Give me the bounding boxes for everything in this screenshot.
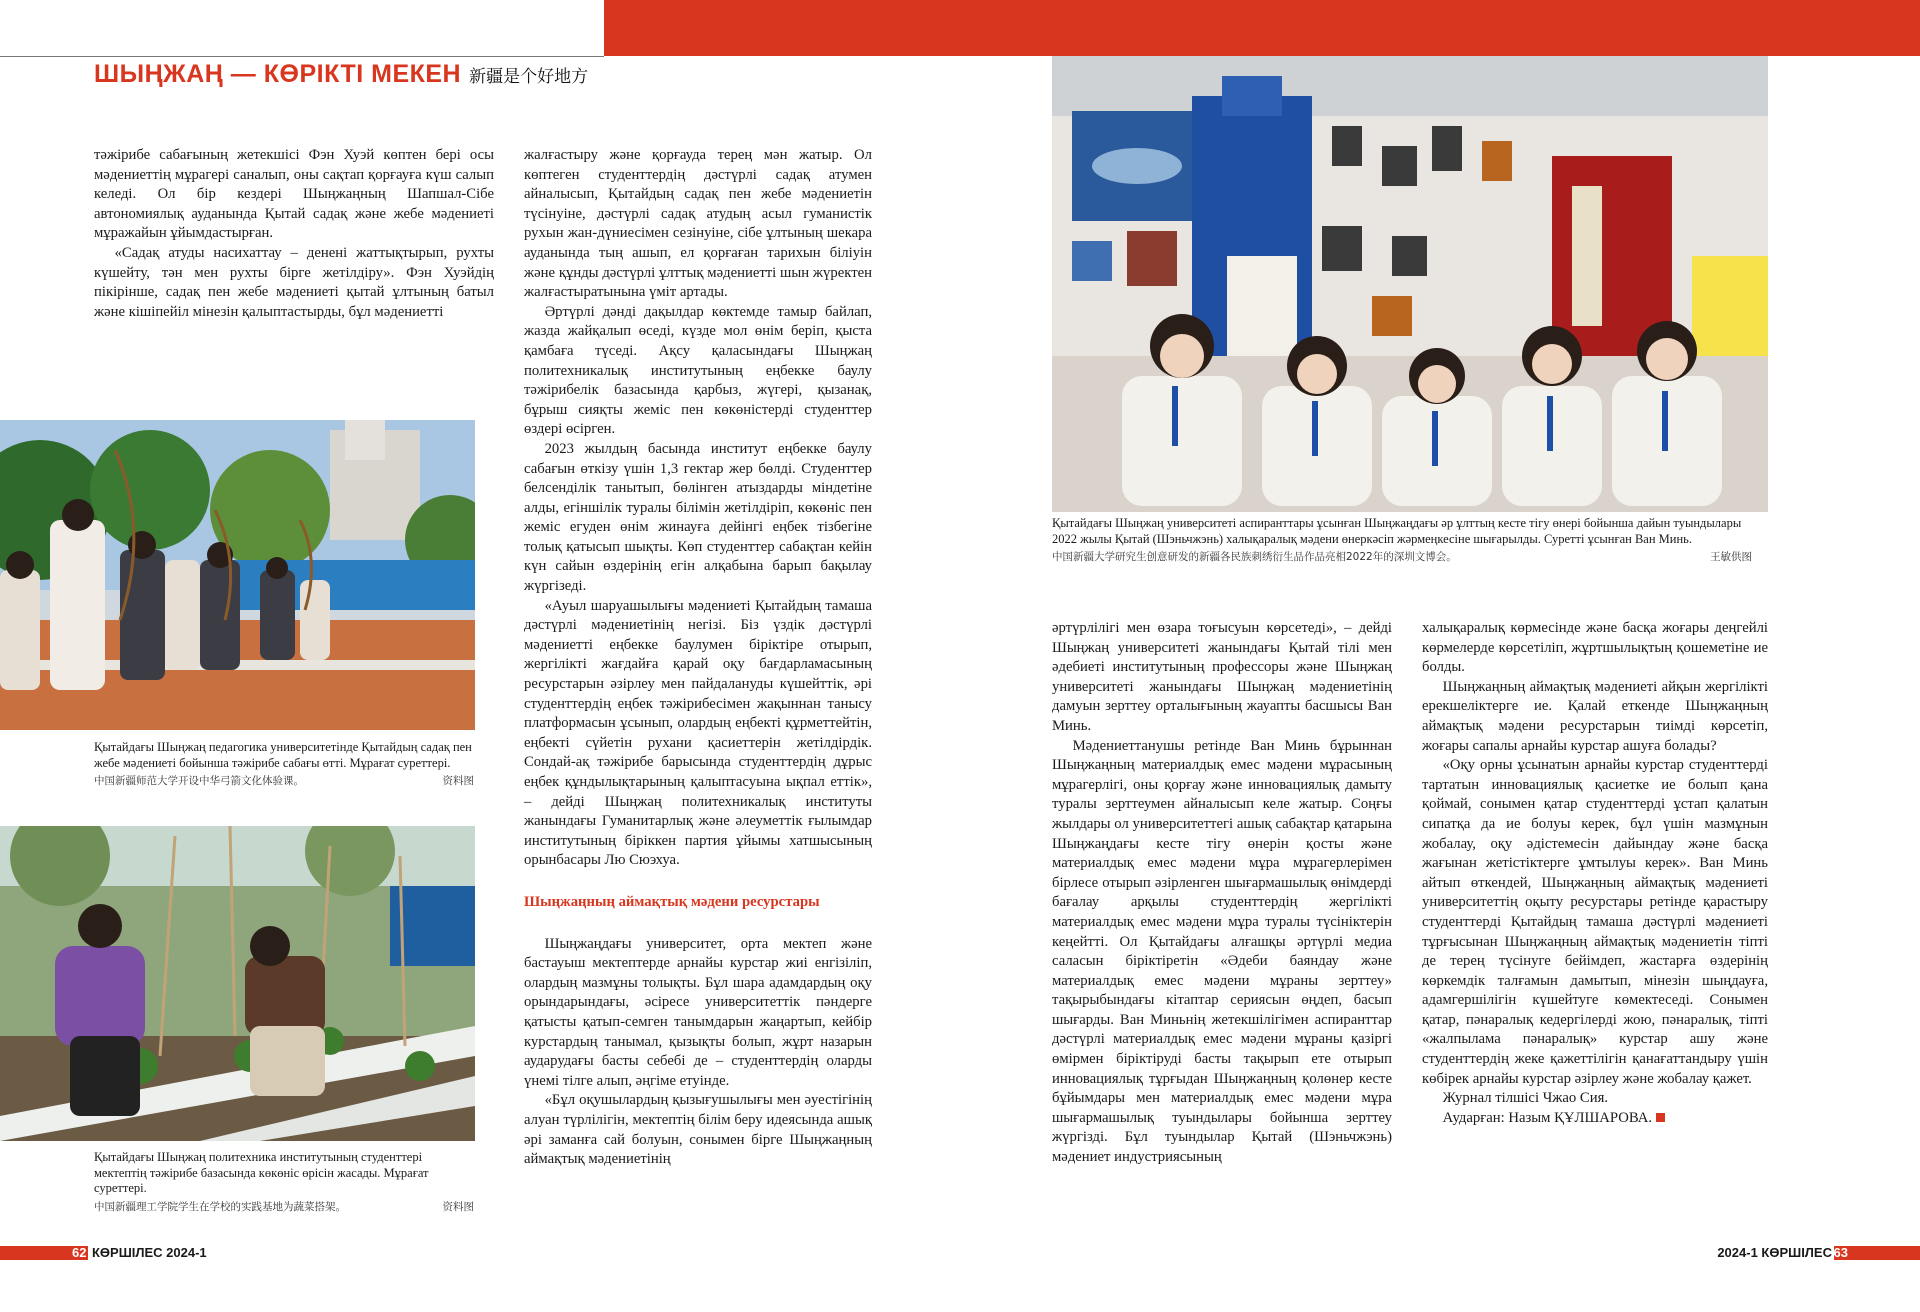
- section-header: [94, 60, 588, 89]
- photo-credit: 王敏供图: [1710, 551, 1752, 563]
- paragraph: «Оқу орны ұсынатын арнайы курстар студенттерді тартатын инновациялық қасиетке ие болып қана қоймай, сонымен қатар студенттерді ұстап қалатын сипатқа да ие болуы керек, бұл үшін мазмұнын жобалау, оқу әдістемесін дайындау және басқа жағынан жетістіктерге ұмтылуы керек». Ван Минь айтып өткендей, Шыңжаңның аймақтық мәдениеті университеттің оқыту ресурстары ретінде қарастыру студенттерді Қытайдың тамаша дәстүрлі мәдениеті тұрғысынан Шыңжаңның аймақтық мәдениетін тіпті де терең түсінуге бейімдеп, жастарға өздерінің көркемдік талғамын дамытып, мінезін шыңдауға, адамгершілігін күшейтуге көмектеседі. Сонымен қатар, пәнаралық кедергілерді жою, пәнаралық, тіпті «жалпылама пәнаралық» курстар ашу және студенттердің жеке қажеттілігін қанағаттандыру үшін көбірек арнайы курстар әзірлеу және жобалау қажет.: [1422, 757, 1768, 1087]
- garden-caption: [94, 1150, 474, 1215]
- text-column-1: [94, 146, 494, 322]
- expo-photo: [1052, 56, 1768, 512]
- top-color-bar: [604, 0, 1920, 56]
- paragraph: «Бұл оқушылардың қызығушылығы мен әуестігінің алуан түрлілігін, мектептің білім беру идеясында ашық әрі заманға сай болуын, сонымен бірге Шыңжаңның аймақтық мәдениетінің: [524, 1092, 872, 1168]
- paragraph: «Садақ атуды насихаттау – денені жаттықтырып, рухты күшейту, тән мен рухты бірге жетілдіру». Фэн Хуэйдің пікірінше, садақ пен жебе мәдениеті қытай ұлтының батыл және кішіпейіл мінезін қалыптастырды, бұл мәдениетті: [94, 244, 494, 320]
- paragraph: 2023 жылдың басында институт еңбекке баулу сабағын өткізу үшін 1,3 гектар жер бөлді. Студенттер белсенділік танытып, бөлінген атыздарды міндетіне алды, егіншілік туралы білімін жетілдіріп, көкөніс пен жеміс егуден өнім жинауға дейінгі еңбек тізбегіне толық қатысып шықты. Көп студенттер сабақтан кейін күн сайын өздерінің егін алқабына барып бақылау жүргізеді.: [524, 440, 872, 595]
- footer-left: [0, 1246, 960, 1260]
- archery-caption: [94, 740, 474, 790]
- section-title-cn: 新疆是个好地方: [469, 67, 589, 87]
- caption-cn: 中国新疆大学研究生创意研发的新疆各民族刺绣衍生品作品亮相2022年的深圳文博会。: [1052, 551, 1457, 563]
- end-mark: [1656, 1113, 1665, 1122]
- archery-photo: [0, 420, 475, 730]
- author-line: Журнал тілшісі Чжао Сия.: [1442, 1090, 1609, 1107]
- caption-text: Қытайдағы Шыңжаң политехника институтының студенттері мектептің тәжірибе базасында көкөніс өрісін жасады. Мұрағат суреттері.: [94, 1150, 429, 1195]
- caption-cn: 中国新疆理工学院学生在学校的实践基地为蔬菜搭架。: [94, 1200, 346, 1213]
- magazine-label-right: 2024-1 КӨРШІЛЕС: [1717, 1245, 1832, 1260]
- photo-credit: 资料图: [442, 775, 474, 787]
- page-number-left: 62: [72, 1245, 87, 1260]
- text-column-4: [1422, 619, 1768, 1128]
- paragraph: Шыңжаңның аймақтық мәдениеті айқын жергілікті ерекшеліктерге ие. Қалай еткенде Шыңжаңның аймақтық мәдени ресурстарын тиімді көрсетіп, жоғары сапалы арнайы курстар ашуға болады?: [1422, 678, 1768, 754]
- caption-text: Қытайдағы Шыңжаң педагогика университетінде Қытайдың садақ пен жебе мәдениеті бойынша тәжірибе сабағы өтті. Мұрағат суреттері.: [94, 740, 472, 770]
- expo-caption: [1052, 516, 1752, 566]
- translator-line: Аударған: Назым ҚҰЛШАРОВА.: [1442, 1109, 1653, 1126]
- photo-credit: 资料图: [442, 1200, 474, 1213]
- paragraph: Әртүрлі дәнді дақылдар көктемде тамыр байлап, жазда жайқалып өседі, күзде мол өнім беріп, қыста қамбаға түседі. Ақсу қаласындағы Шыңжаң политехникалық институтының еңбекке баулу тәжірибелік базасында қарбыз, жүгері, қызанақ, бұрыш сияқты жеміс пен көкөністерді студенттер өздері өсірген.: [524, 303, 872, 438]
- text-column-2: [524, 146, 872, 1170]
- paragraph: тәжірибе сабағының жетекшісі Фэн Хуэй көптен бері осы мәдениеттің мұрагері саналып, оны сақтап қорғауға күш салып келеді. Ол бір кездері Шыңжаңның Шапшал-Сібе автономиялық ауданында Қытай садақ және жебе мәдениеті мұражайын ұйымдастырған.: [94, 147, 494, 242]
- paragraph: Мәдениеттанушы ретінде Ван Минь бұрыннан Шыңжаңның материалдық емес мәдени мұрасының мұрагерлігі, оны қорғау және инновациялық дамыту туралы зерттеумен айналысып келе жатыр. Соңғы жылдары ол университеттегі ашық сабақтар қатарына Шыңжаңдағы кесте тігу өнерін қосты және материалдық емес мәдени мұра мұрагерлерімен бірлесе отырып әзірленген шығармашылық өнімдерді бағалау арқылы студенттердің жергілікті материалдық емес мәдени мұра туралы түсініктерін кеңейтті. Ол Қытайдағы алғашқы әртүрлі медиа саласын біріктіретін «Әдеби баяндау және материалдық емес мәдени мұраны зерттеу» тақырыбындағы кітаптар сериясын өңдеп, басып шығарды. Ван Миньнің жетекшілігімен аспиранттар дәстүрлі материалдық емес мәдени мұраны қазіргі өмірмен біріктіруді басты тақырып ете отырып инновациялық тұрғыдан Шыңжаңның қолөнер кесте бұйымдары мен материалдық емес мәдени мұра шығармашылық туындылары бойынша зерттеу жүргізді. Бұл туындылар Қытай (Шэньчжэнь) мәдениет индустриясының: [1052, 737, 1392, 1166]
- paragraph: жалғастыру және қорғауда терең мән жатыр. Ол көптеген студенттердің дәстүрлі садақ атумен айналысып, Қытайдың садақ пен жебе мәдениетін түсінуіне, дәстүрлі садақ атудың асыл гуманистік рухын жан-дүниесімен сезінуіне, сібе ұлтының шекара ауданында тың ашып, ел қорғаған тарихын біліуін және құнды дәстүрлі ұлттық мәдениетті шын жүректен жалғастыратынына үміт артады.: [524, 147, 872, 301]
- caption-cn: 中国新疆师范大学开设中华弓箭文化体验课。: [94, 775, 304, 787]
- page-number-right: 63: [1833, 1245, 1848, 1260]
- section-title-kz: ШЫҢЖАҢ — КӨРІКТІ МЕКЕН: [94, 60, 462, 88]
- footer-right: [960, 1246, 1920, 1260]
- paragraph: «Ауыл шаруашылығы мәдениеті Қытайдың тамаша дәстүрлі мәдениетінің негізі. Біз үздік дәстүрлі мәдениетті еңбекке баулумен біріктіре отырып, жергілікті жағдайға қарай оқу бағдарламасының ресурстарын әзірлеу мен пайдалануды күшейттік, әрі студенттердің еңбек тәжірибесімен жақыннан танысу платформасын ұсынып, олардың еңбекті құрметтейтін, еңбекті сүйетін рухани қасиеттерін жетілдірдік. Сондай-ақ тәжірибе барысында студенттердің дұрыс еңбек құндылықтарының қалыптасуына ықпал еттік», – дейді Шыңжаң политехникалық институты жанындағы Гуманитарлық және әлеуметтік ғылымдар институтының біріккен партия ұйымы хатшысының орынбасары Лю Сюэхуа.: [524, 597, 872, 869]
- paragraph: әртүрлілігі мен өзара тоғысуын көрсетеді», – дейді Шыңжаң университеті жанындағы Қытай тілі мен әдебиеті институтының профессоры және Шыңжаң университеті жанындағы Шыңжаң мәдениетінің дамуын зерттеу орталығының жауапты басшысы Ван Минь.: [1052, 620, 1392, 734]
- paragraph: Шыңжаңдағы университет, орта мектеп және бастауыш мектептерде арнайы курстар жиі енгізіліп, олардың мазмұны толықты. Бұл шара адамдардың оқу орындарындағы, әсіресе университеттік пәндерге қатысты қатып-семген танымдарын жаңартып, кейбір курстардың танымал, қызықты болып, жұрт назарын аударудағы басты себебі де – студенттердің оларды үнемі тілге алып, әңгіме етуінде.: [524, 935, 872, 1089]
- header-rule: [0, 56, 604, 57]
- garden-photo: [0, 826, 475, 1141]
- magazine-label-left: КӨРШІЛЕС 2024-1: [92, 1245, 207, 1260]
- text-column-3: [1052, 619, 1392, 1168]
- section-heading: Шыңжаңның аймақтық мәдени ресурстары: [524, 893, 820, 910]
- caption-text: Қытайдағы Шыңжаң университеті аспиранттары ұсынған Шыңжаңдағы әр ұлттың кесте тігу өнері бойынша дайын туындылары 2022 жылы Қытай (Шэньчжэнь) халықаралық мәдени өнеркәсіп жәрмеңкесіне шығарылды. Суретті ұсынған Ван Минь.: [1052, 516, 1742, 546]
- paragraph: халықаралық көрмесінде және басқа жоғары деңгейлі көрмелерде көрсетіліп, жұртшылықтың қошеметіне ие болды.: [1422, 620, 1768, 676]
